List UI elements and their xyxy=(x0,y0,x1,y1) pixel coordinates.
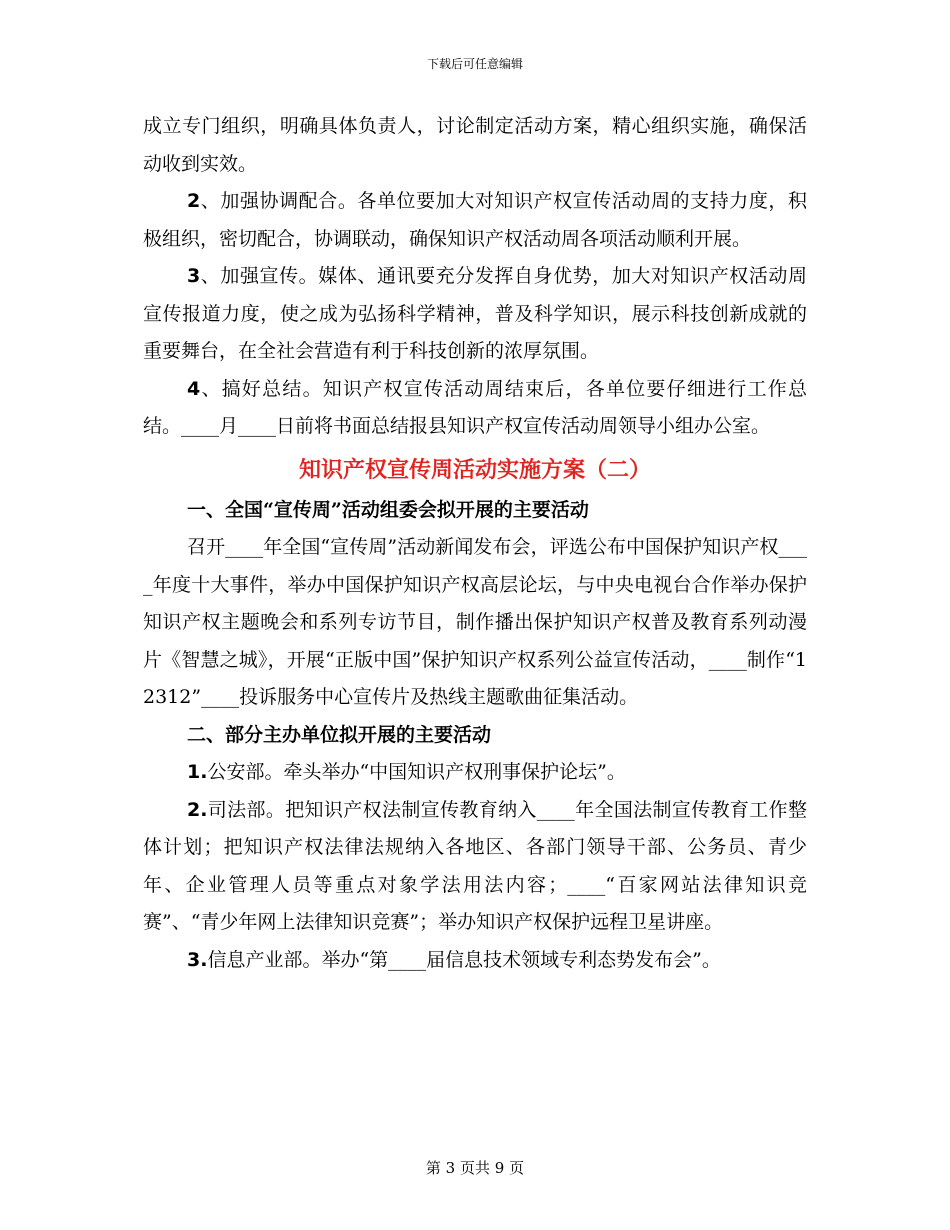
heading-one: 一、全国“宣传周”活动组委会拟开展的主要活动 xyxy=(187,498,589,521)
list-item xyxy=(143,942,807,980)
document-body xyxy=(143,108,807,979)
paragraph-text: 、搞好总结。知识产权宣传活动周结束后，各单位要仔细进行工作总结。____月____日前将书面总结报县知识产权宣传活动周领导小组办公室。 xyxy=(143,377,807,437)
item-number: 1. xyxy=(187,761,208,783)
list-item xyxy=(143,754,807,792)
heading-two: 二、部分主办单位拟开展的主要活动 xyxy=(187,723,492,746)
item-number: 2. xyxy=(187,798,208,821)
paragraph-text: 成立专门组织，明确具体负责人，讨论制定活动方案，精心组织实施，确保活动收到实效。 xyxy=(143,115,807,175)
list-item xyxy=(143,792,807,942)
paragraph-text: 、加强协调配合。各单位要加大对知识产权宣传活动周的支持力度，积极组织，密切配合，协调联动，确保知识产权活动周各项活动顺利开展。 xyxy=(143,190,807,250)
item-number: 3 xyxy=(187,265,201,287)
paragraph-activities: 召开____年全国“宣传周”活动新闻发布会，评选公布中国保护知识产权____年度十大事件，举办中国保护知识产权高层论坛，与中央电视台合作举办保护知识产权主题晚会和系列专访节目，制作播出保护知识产权普及教育系列动漫片《智慧之城》，开展“正版中国”保护知识产权系列公益宣传活动，____制作“12312”____投诉服务中心宣传片及热线主题歌曲征集活动。 xyxy=(143,536,807,708)
item-number: 2 xyxy=(187,190,201,212)
item-text: 司法部。把知识产权法制宣传教育纳入____年全国法制宣传教育工作整体计划；把知识产权法律法规纳入各地区、各部门领导干部、公务员、青少年、企业管理人员等重点对象学法用法内容；____“百家网站法律知识竞赛”、“青少年网上法律知识竞赛”；举办知识产权保护远程卫星讲座。 xyxy=(143,798,807,933)
paragraph-item-3 xyxy=(143,258,807,371)
paragraph-item-4 xyxy=(143,371,807,446)
page-header: 下载后可任意编辑 xyxy=(426,57,523,71)
paragraph-text: 、加强宣传。媒体、通讯要充分发挥自身优势，加大对知识产权活动周宣传报道力度，使之成为弘扬科学精神，普及科学知识，展示科技创新成就的重要舞台，在全社会营造有利于科技创新的浓厚氛围。 xyxy=(143,265,807,362)
item-number: 3. xyxy=(187,948,208,971)
paragraph-item-2 xyxy=(143,183,807,258)
item-number: 4 xyxy=(187,377,201,400)
section-title: 知识产权宣传周活动实施方案（二） xyxy=(298,456,651,483)
item-text: 公安部。牵头举办“中国知识产权刑事保护论坛”。 xyxy=(207,761,626,783)
item-text: 信息产业部。举办“第____届信息技术领域专利态势发布会”。 xyxy=(207,948,721,971)
page-footer: 第 3 页共 9 页 xyxy=(425,1159,525,1177)
paragraph-continuation xyxy=(143,108,807,183)
